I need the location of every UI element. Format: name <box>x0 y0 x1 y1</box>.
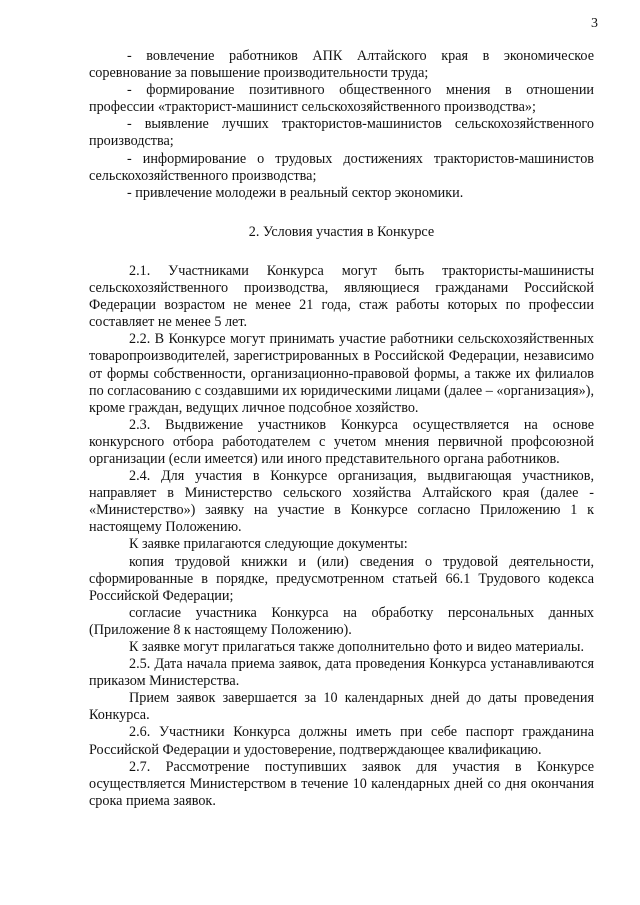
paragraph-2-7: 2.7. Рассмотрение поступивших заявок для участия в Конкурсе осуществляется Министерством в течение 10 календарных дней со дня окончания срока приема заявок. <box>89 758 594 809</box>
page-number: 3 <box>591 16 598 31</box>
optional-materials: К заявке могут прилагаться также дополнительно фото и видео материалы. <box>129 639 584 655</box>
application-deadline: Прием заявок завершается за 10 календарных дней до даты проведения Конкурса. <box>89 690 594 724</box>
attached-documents-intro: К заявке прилагаются следующие документы: <box>129 536 408 553</box>
goal-item-1: - вовлечение работников АПК Алтайского края в экономическое соревнование за повышение производительности труда; <box>89 48 594 82</box>
section-title: 2. Условия участия в Конкурсе <box>248 223 435 240</box>
paragraph-2-3: 2.3. Выдвижение участников Конкурса осуществляется на основе конкурсного отбора работодателем с учетом мнения первичной профсоюзной организации (если имеется) или иного представительного органа работников. <box>89 416 594 467</box>
goal-item-4: - информирование о трудовых достижениях трактористов-машинистов сельскохозяйственного производства; <box>89 150 594 184</box>
paragraph-2-4: 2.4. Для участия в Конкурсе организация, выдвигающая участников, направляет в Министерство сельского хозяйства Алтайского края (далее - «Министерство») заявку на участие в Конкурсе согласно Приложению 1 к настоящему Положению. <box>89 468 594 536</box>
goal-item-3: - выявление лучших трактористов-машинистов сельскохозяйственного производства; <box>89 116 594 150</box>
document-body <box>89 48 594 810</box>
attached-document-1: копия трудовой книжки и (или) сведения о трудовой деятельности, сформированные в порядке, предусмотренном статьей 66.1 Трудового кодекса Российской Федерации; <box>89 553 594 604</box>
goal-item-5: - привлечение молодежи в реальный сектор экономики. <box>127 184 464 201</box>
paragraph-2-2: 2.2. В Конкурсе могут принимать участие работники сельскохозяйственных товаропроизводителей, зарегистрированных в Российской Федерации, независимо от формы собственности, организационно-правовой формы, а также их филиалов по согласованию с создавшими их юридическими лицами (далее – «организация»), кроме граждан, ведущих личное подсобное хозяйство. <box>89 331 594 416</box>
attached-document-2: согласие участника Конкурса на обработку персональных данных (Приложение 8 к настоящему Положению). <box>89 604 594 638</box>
goal-item-2: - формирование позитивного общественного мнения в отношении профессии «тракторист-машинист сельскохозяйственного производства»; <box>89 82 594 116</box>
paragraph-2-5: 2.5. Дата начала приема заявок, дата проведения Конкурса устанавливаются приказом Министерства. <box>89 656 594 690</box>
paragraph-2-6: 2.6. Участники Конкурса должны иметь при себе паспорт гражданина Российской Федерации и удостоверение, подтверждающее квалификацию. <box>89 724 594 758</box>
paragraph-2-1: 2.1. Участниками Конкурса могут быть трактористы-машинисты сельскохозяйственного производства, являющиеся гражданами Российской Федерации возрастом не менее 21 года, стаж работы которых по профессии составляет не менее 5 лет. <box>89 262 594 331</box>
